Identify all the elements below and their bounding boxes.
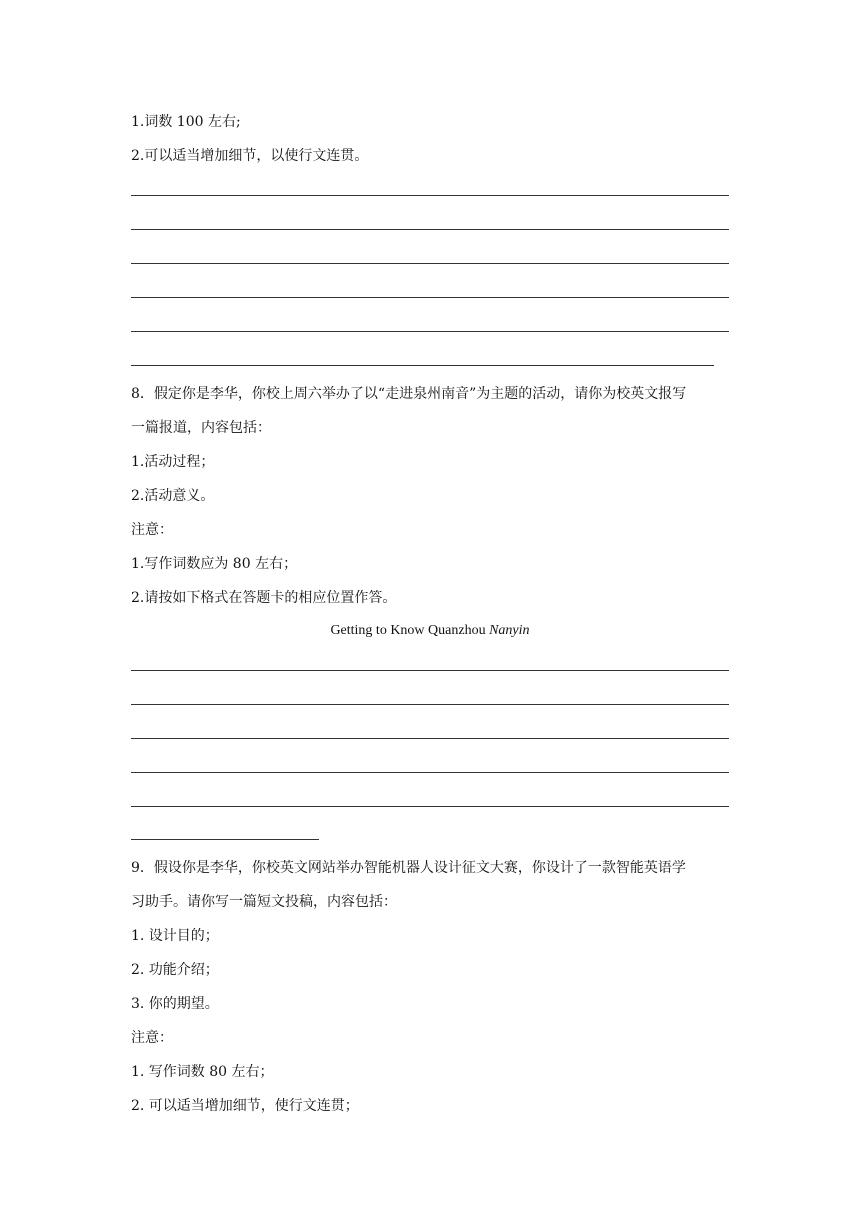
q9-prompt-line-2: 习助手。请你写一篇短文投稿，内容包括： — [131, 894, 397, 910]
requirement-word-count: 1.词数 100 左右; — [131, 114, 241, 130]
answer-line — [131, 195, 729, 196]
answer-line — [131, 806, 729, 807]
answer-line — [131, 331, 729, 332]
answer-line-short — [131, 839, 319, 840]
q9-note-2: 2. 可以适当增加细节，使行文连贯； — [131, 1098, 359, 1114]
answer-line — [131, 704, 729, 705]
q9-prompt-line-1: 9．假设你是李华，你校英文网站举办智能机器人设计征文大赛，你设计了一款智能英语学 — [131, 860, 686, 876]
q8-note-2: 2.请按如下格式在答题卡的相应位置作答。 — [131, 590, 397, 606]
q9-note-label: 注意： — [131, 1030, 173, 1046]
essay-title — [131, 622, 729, 640]
answer-line — [131, 772, 729, 773]
q8-prompt-line-2: 一篇报道，内容包括： — [131, 420, 271, 436]
q9-content-item-1: 1. 设计目的； — [131, 928, 219, 944]
q9-note-1: 1. 写作词数 80 左右； — [131, 1064, 274, 1080]
answer-line — [131, 670, 729, 671]
answer-line — [131, 738, 729, 739]
answer-line — [131, 263, 729, 264]
q8-content-item-1: 1.活动过程； — [131, 454, 215, 470]
q9-content-item-3: 3. 你的期望。 — [131, 996, 219, 1012]
requirement-details: 2.可以适当增加细节，以使行文连贯。 — [131, 148, 369, 164]
q8-prompt-line-1: 8．假定你是李华，你校上周六举办了以“走进泉州南音”为主题的活动，请你为校英文报写 — [131, 386, 687, 402]
essay-title-text: Getting to Know Quanzhou — [330, 623, 490, 638]
q9-content-item-2: 2. 功能介绍； — [131, 962, 219, 978]
q8-note-1: 1.写作词数应为 80 左右； — [131, 556, 298, 572]
essay-title-italic: Nanyin — [489, 623, 530, 638]
q8-content-item-2: 2.活动意义。 — [131, 488, 215, 504]
answer-line — [131, 229, 729, 230]
q8-note-label: 注意： — [131, 522, 173, 538]
answer-line-short — [131, 365, 714, 366]
answer-line — [131, 297, 729, 298]
